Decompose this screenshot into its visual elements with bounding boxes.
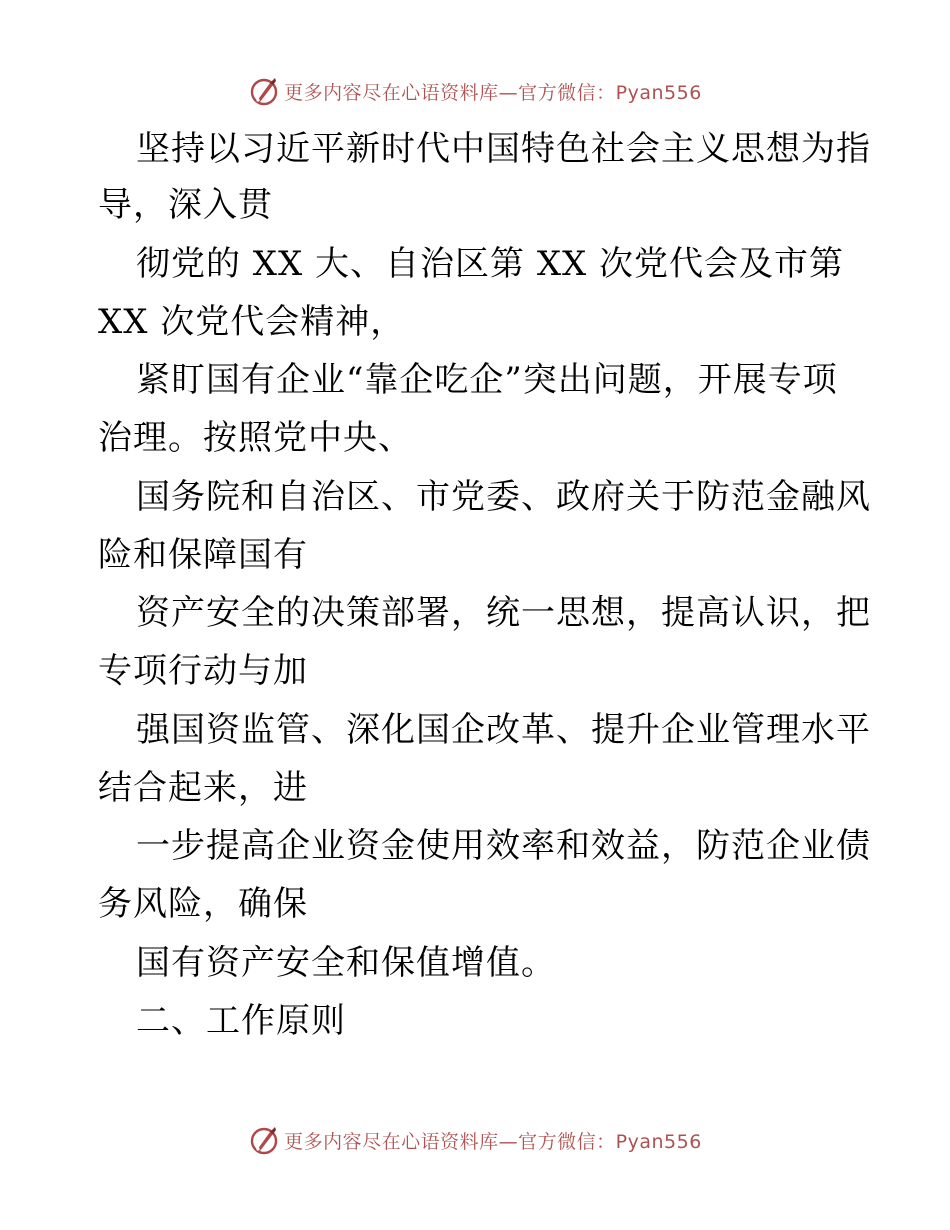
paragraph-line: 强国资监管、深化国企改革、提升企业管理水平	[136, 710, 871, 750]
paragraph-line: 国务院和自治区、市党委、政府关于防范金融风	[136, 477, 871, 517]
footer-banner-text: 更多内容尽在心语资料库—官方微信：Pyan556	[284, 1130, 702, 1153]
paragraph-line: 务风险，确保	[98, 884, 308, 924]
paragraph-line: 专项行动与加	[98, 651, 308, 691]
paragraph-line: XX 次党代会精神，	[98, 302, 406, 342]
header-banner	[0, 71, 950, 111]
paragraph-line: 紧盯国有企业“靠企吃企”突出问题，开展专项	[136, 360, 838, 400]
paragraph-line: 导，深入贯	[98, 185, 273, 225]
section-heading: 二、工作原则	[136, 1001, 346, 1041]
header-banner-text: 更多内容尽在心语资料库—官方微信：Pyan556	[284, 81, 702, 104]
footer-banner	[0, 1120, 950, 1160]
paragraph-line: 彻党的 XX 大、自治区第 XX 次党代会及市第	[136, 244, 845, 284]
quill-pen-logo-icon	[248, 1124, 280, 1156]
quill-pen-logo-icon	[248, 75, 280, 107]
paragraph-line: 治理。按照党中央、	[98, 418, 413, 458]
paragraph-line: 资产安全的决策部署，统一思想，提高认识，把	[136, 593, 871, 633]
paragraph-line: 结合起来，进	[98, 768, 308, 808]
paragraph-line: 坚持以习近平新时代中国特色社会主义思想为指	[136, 129, 871, 169]
paragraph-line: 险和保障国有	[98, 535, 308, 575]
paragraph-line: 一步提高企业资金使用效率和效益，防范企业债	[136, 826, 871, 866]
paragraph-line: 国有资产安全和保值增值。	[136, 943, 556, 983]
